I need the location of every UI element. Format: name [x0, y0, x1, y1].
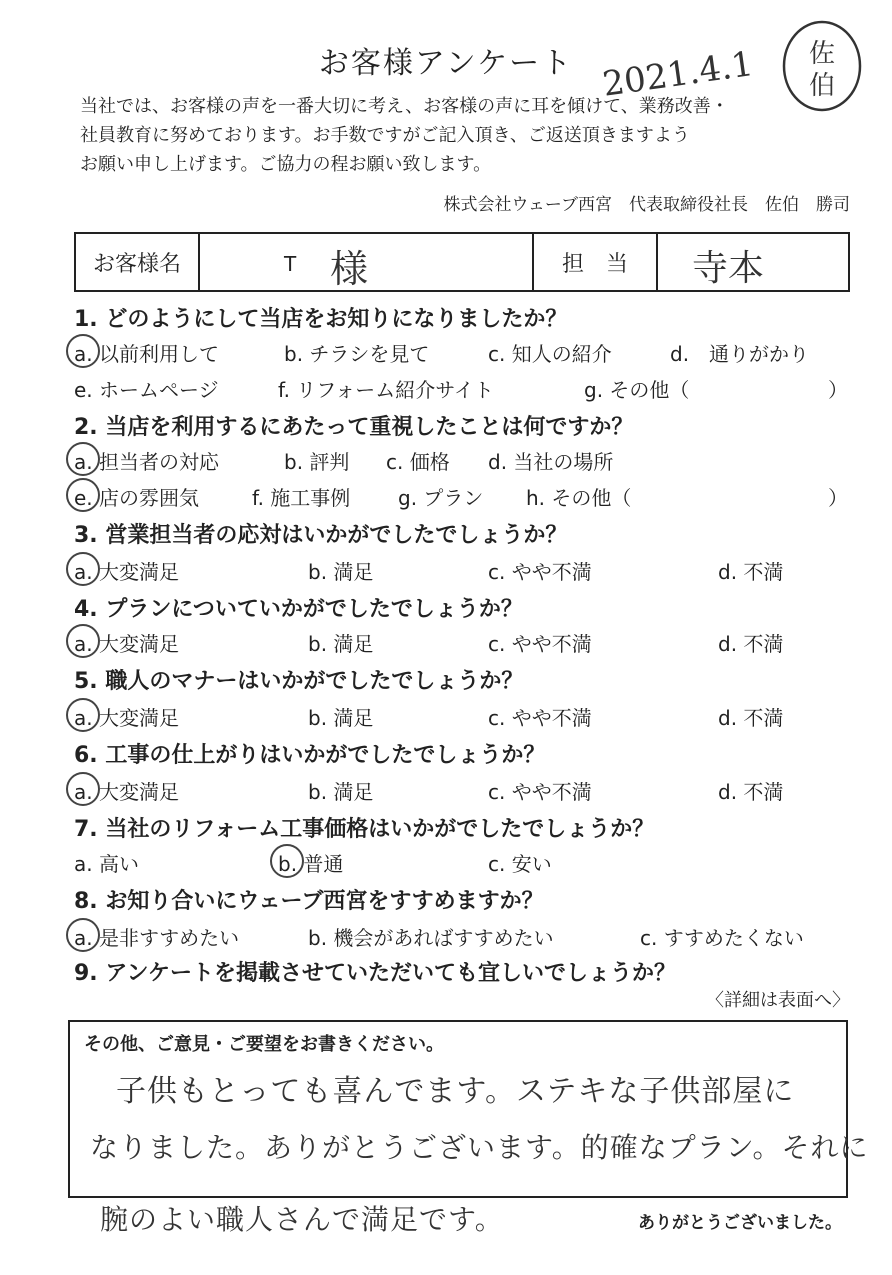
intro-line-2: 社員教育に努めております。お手数ですがご記入頂き、ご返送頂きますよう [80, 125, 690, 146]
question-4: 4. プランについていかがでしたでしょうか？ [74, 597, 523, 622]
question-1: 1. どのようにして当店をお知りになりましたか？ [74, 307, 568, 332]
question-2-options [74, 446, 864, 480]
q6-option-a[interactable] [74, 776, 179, 805]
q8-option-c[interactable]: c. すすめたくない [640, 926, 804, 950]
q8-option-b[interactable]: b. 機会があればすすめたい [308, 926, 554, 950]
question-7-options [74, 848, 864, 882]
question-2-options-row-2 [74, 482, 864, 516]
staff-name: 寺本 [692, 248, 765, 289]
detail-note: 〈詳細は表面へ〉 [706, 990, 850, 1011]
q6-option-d[interactable]: d. 不満 [718, 780, 784, 804]
q1-option-g-close: ） [828, 378, 848, 402]
question-8: 8. お知り合いにウェーブ西宮をすすめますか？ [74, 889, 544, 914]
form-title: お客様アンケート [318, 46, 574, 81]
question-8-options [74, 922, 864, 956]
q4-option-b[interactable]: b. 満足 [308, 632, 374, 656]
company-signature: 株式会社ウェーブ西宮 代表取締役社長 佐伯 勝司 [443, 195, 850, 215]
q8-option-a-label: a. 是非すすめたい [74, 926, 240, 950]
q1-option-c[interactable]: c. 知人の紹介 [488, 342, 612, 366]
customer-initial: T [284, 252, 297, 276]
q2-option-b[interactable]: b. 評判 [284, 450, 350, 474]
svg-text:佐: 佐 [808, 39, 836, 69]
q7-option-b-label: b. 普通 [278, 852, 344, 876]
selection-circle [66, 334, 100, 368]
q3-option-c[interactable]: c. やや不満 [488, 560, 592, 584]
selection-circle [66, 552, 100, 586]
question-1-options [74, 338, 864, 372]
comment-line-1: 子供もとっても喜んでます。ステキな子供部屋に [116, 1074, 795, 1109]
comments-box[interactable] [68, 1020, 869, 1198]
customer-name-label: お客様名 [76, 234, 200, 290]
q7-option-a[interactable]: a. 高い [74, 852, 139, 876]
question-6-options [74, 776, 864, 810]
handwritten-date-text: 2021.4.1 [600, 44, 756, 104]
q2-option-h-close: ） [828, 486, 848, 510]
q6-option-b[interactable]: b. 満足 [308, 780, 374, 804]
q3-option-b[interactable]: b. 満足 [308, 560, 374, 584]
q3-option-d[interactable]: d. 不満 [718, 560, 784, 584]
staff-label: 担 当 [534, 234, 658, 290]
selection-circle [66, 478, 100, 512]
q5-option-b[interactable]: b. 満足 [308, 706, 374, 730]
q1-option-a-label: a. 以前利用して [74, 342, 219, 366]
selection-circle [66, 442, 100, 476]
selection-circle [66, 918, 100, 952]
customer-info-box [74, 232, 850, 292]
q5-option-c[interactable]: c. やや不満 [488, 706, 592, 730]
comments-label: その他、ご意見・ご要望をお書きください。 [84, 1034, 444, 1055]
q8-option-a[interactable] [74, 922, 239, 951]
q4-option-c[interactable]: c. やや不満 [488, 632, 592, 656]
svg-text:伯: 伯 [808, 71, 836, 101]
q2-option-g[interactable]: g. プラン [398, 486, 484, 510]
question-4-options [74, 628, 864, 662]
customer-suffix: 様 [330, 247, 369, 291]
q2-option-a[interactable] [74, 446, 219, 475]
q6-option-a-label: a. 大変満足 [74, 780, 179, 804]
question-3: 3. 営業担当者の応対はいかがでしたでしょうか？ [74, 523, 568, 548]
question-9: 9. アンケートを掲載させていただいても宜しいでしょうか？ [74, 961, 677, 986]
closing-thanks: ありがとうございました。 [638, 1213, 842, 1233]
selection-circle [66, 698, 100, 732]
intro-line-3: お願い申し上げます。ご協力の程お願い致します。 [80, 154, 492, 175]
q5-option-a[interactable] [74, 702, 179, 731]
q2-option-f[interactable]: f. 施工事例 [252, 486, 351, 510]
q1-option-b[interactable]: b. チラシを見て [284, 342, 430, 366]
q1-option-d[interactable]: d. 通りがかり [670, 342, 810, 366]
q2-option-c[interactable]: c. 価格 [386, 450, 450, 474]
q1-option-a[interactable] [74, 338, 219, 367]
question-5-options [74, 702, 864, 736]
question-3-options [74, 556, 864, 590]
q2-option-h[interactable]: h. その他（ [526, 486, 632, 510]
selection-circle [270, 844, 304, 878]
q2-option-a-label: a. 担当者の対応 [74, 450, 219, 474]
q4-option-a[interactable] [74, 628, 179, 657]
q2-option-d[interactable]: d. 当社の場所 [488, 450, 614, 474]
q5-option-a-label: a. 大変満足 [74, 706, 179, 730]
q1-option-e[interactable]: e. ホームページ [74, 378, 219, 402]
q7-option-c[interactable]: c. 安い [488, 852, 552, 876]
intro-line-1: 当社では、お客様の声を一番大切に考え、お客様の声に耳を傾けて、業務改善・ [80, 96, 729, 117]
q2-option-e-label: e. 店の雰囲気 [74, 486, 200, 510]
q7-option-b[interactable] [278, 848, 343, 877]
q6-option-c[interactable]: c. やや不満 [488, 780, 592, 804]
q1-option-g[interactable]: g. その他（ [584, 378, 690, 402]
selection-circle [66, 624, 100, 658]
question-2: 2. 当店を利用するにあたって重視したことは何ですか？ [74, 415, 634, 440]
q4-option-d[interactable]: d. 不満 [718, 632, 784, 656]
customer-name-field[interactable] [200, 234, 534, 290]
question-5: 5. 職人のマナーはいかがでしたでしょうか？ [74, 669, 524, 694]
q3-option-a-label: a. 大変満足 [74, 560, 179, 584]
question-1-options-row-2 [74, 374, 864, 408]
comment-line-3: 腕のよい職人さんで満足です。 [100, 1203, 504, 1236]
question-6: 6. 工事の仕上がりはいかがでしたでしょうか？ [74, 743, 546, 768]
comment-line-2: なりました。ありがとうございます。的確なプラン。それに [90, 1131, 869, 1164]
question-7: 7. 当社のリフォーム工事価格はいかがでしたでしょうか？ [74, 817, 655, 842]
intro-paragraph [80, 92, 870, 179]
q5-option-d[interactable]: d. 不満 [718, 706, 784, 730]
q1-option-f[interactable]: f. リフォーム紹介サイト [278, 378, 494, 402]
q3-option-a[interactable] [74, 556, 179, 585]
selection-circle [66, 772, 100, 806]
q4-option-a-label: a. 大変満足 [74, 632, 179, 656]
q2-option-e[interactable] [74, 482, 199, 511]
staff-name-field[interactable] [658, 234, 848, 290]
